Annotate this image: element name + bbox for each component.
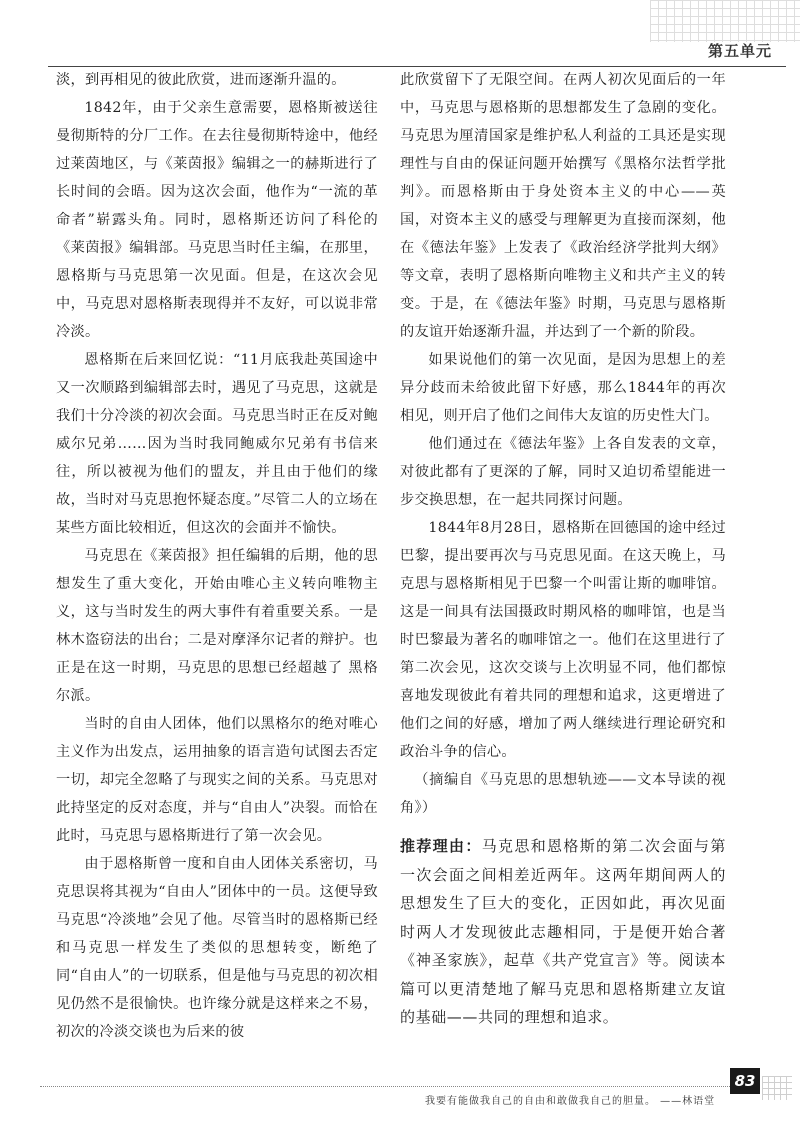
paragraph-6: 由于恩格斯曾一度和自由人团体关系密切，马克思误将其视为“自由人”团体中的一员。这便导致马克思“冷淡地”会见了他。尽管当时的恩格斯已经和马克思一样发生了类似的思想转变，断绝了同“自由人”的一切联系，但是他与马克思的初次相见仍然不是很愉快。也许缘分就是这样来之不易，初次的冷淡交谈也为后来的彼 bbox=[56, 856, 378, 1040]
paragraph-8: 如果说他们的第一次见面，是因为思想上的差异分歧而未给彼此留下好感，那么1844年的再次相见，则开启了他们之间伟大友谊的历史性大门。 bbox=[400, 352, 726, 424]
paragraph-9: 他们通过在《德法年鉴》上各自发表的文章，对彼此都有了更深的了解，同时又迫切希望能进一步交换思想，在一起共同探讨问题。 bbox=[400, 436, 726, 508]
paragraph-3: 恩格斯在后来回忆说：“11月底我赴英国途中又一次顺路到编辑部去时，遇见了马克思，这就是我们十分冷淡的初次会面。马克思当时正在反对鲍威尔兄弟……因为当时我同鲍威尔兄弟有书信来往，所以被视为他们的盟友，并且由于他们的缘故，当时对马克思抱怀疑态度。”尽管二人的立场在某些方面比较相近，但这次的会面并不愉快。 bbox=[56, 352, 378, 536]
recommendation-text: 马克思和恩格斯的第二次会面与第一次会面之间相差近两年。这两年期间两人的思想发生了巨大的变化，正因如此，再次见面时两人才发现彼此志趣相同，于是便开始合著《神圣家族》，起草《共产党宣言》等。阅读本篇可以更清楚地了解马克思和恩格斯建立友谊的基础——共同的理想和追求。 bbox=[400, 837, 726, 1026]
source-note: （摘编自《马克思的思想轨迹——文本导读的视角》） bbox=[400, 772, 726, 816]
paragraph-7: 此欣赏留下了无限空间。在两人初次见面后的一年中，马克思与恩格斯的思想都发生了急剧的变化。马克思为厘清国家是维护私人利益的工具还是实现理性与自由的保证问题开始撰写《黑格尔法哲学批判》。而恩格斯由于身处资本主义的中心——英国，对资本主义的感受与理解更为直接而深刻，他在《德法年鉴》上发表了《政治经济学批判大纲》等文章，表明了恩格斯向唯物主义和共产主义的转变。于是，在《德法年鉴》时期，马克思与恩格斯的友谊开始逐渐升温，并达到了一个新的阶段。 bbox=[400, 72, 726, 340]
recommendation bbox=[400, 832, 726, 1032]
right-column bbox=[400, 66, 726, 1032]
footer-rule bbox=[40, 1086, 730, 1087]
unit-label: 第五单元 bbox=[707, 42, 772, 60]
paragraph-2: 1842年，由于父亲生意需要，恩格斯被送往曼彻斯特的分厂工作。在去往曼彻斯特途中，他经过莱茵地区，与《莱茵报》编辑之一的赫斯进行了长时间的会晤。因为这次会面，他作为“一流的革命者”崭露头角。同时，恩格斯还访问了科伦的《莱茵报》编辑部。马克思当时任主编，在那里，恩格斯与马克思第一次见面。但是，在这次会见中，马克思对恩格斯表现得并不友好，可以说非常冷淡。 bbox=[56, 100, 378, 340]
corner-grid-decoration bbox=[650, 0, 800, 42]
recommendation-label: 推荐理由： bbox=[400, 837, 482, 855]
page-number: 83 bbox=[730, 1068, 760, 1094]
paragraph-5: 当时的自由人团体，他们以黑格尔的绝对唯心主义作为出发点，运用抽象的语言造句试图去否定一切，却完全忽略了与现实之间的关系。马克思对此持坚定的反对态度，并与“自由人”决裂。而恰在此时，马克思与恩格斯进行了第一次会见。 bbox=[56, 716, 378, 844]
paragraph-4: 马克思在《莱茵报》担任编辑的后期，他的思想发生了重大变化，开始由唯心主义转向唯物主义，这与当时发生的两大事件有着重要关系。一是林木盗窃法的出台；二是对摩泽尔记者的辩护。也正是在这一时期，马克思的思想已经超越了 黑格尔派。 bbox=[56, 548, 378, 704]
corner-grid-bottom-decoration bbox=[762, 1076, 792, 1100]
left-column bbox=[56, 66, 378, 1046]
footer-quote: 我要有能做我自己的自由和敢做我自己的胆量。 ——林语堂 bbox=[425, 1096, 716, 1107]
paragraph-1: 淡，到再相见的彼此欣赏，进而逐渐升温的。 bbox=[56, 72, 346, 88]
paragraph-10: 1844年8月28日，恩格斯在回德国的途中经过巴黎，提出要再次与马克思见面。在这天晚上，马克思与恩格斯相见于巴黎一个叫雷让斯的咖啡馆。这是一间具有法国摄政时期风格的咖啡馆，也是当时巴黎最为著名的咖啡馆之一。他们在这里进行了第二次会见，这次交谈与上次明显不同，他们都惊喜地发现彼此有着共同的理想和追求，这更增进了他们之间的好感，增加了两人继续进行理论研究和政治斗争的信心。 bbox=[400, 520, 726, 760]
